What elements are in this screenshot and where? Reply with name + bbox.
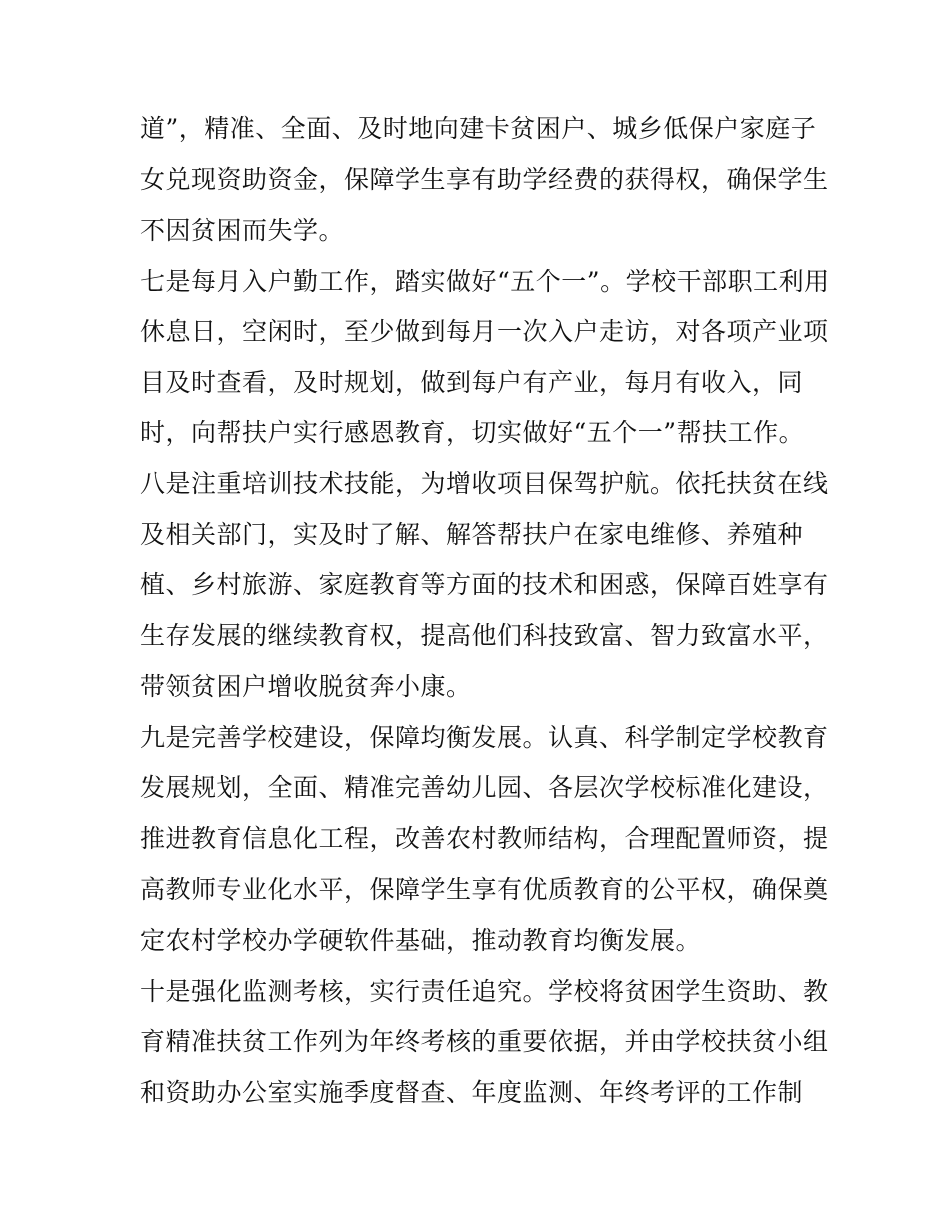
text-line: 定农村学校办学硬软件基础，推动教育均衡发展。 [140,926,702,955]
text-line: 植、乡村旅游、家庭教育等方面的技术和困惑，保障百姓享有 [140,570,829,599]
text-line: 推进教育信息化工程，改善农村教师结构，合理配置师资，提 [140,824,829,853]
text-line: 八是注重培训技术技能，为增收项目保驾护航。依托扶贫在线 [140,469,829,498]
text-line: 不因贫困而失学。 [140,216,345,245]
text-line: 育精准扶贫工作列为年终考核的重要依据，并由学校扶贫小组 [140,1027,829,1056]
text-line: 生存发展的继续教育权，提高他们科技致富、智力致富水平， [140,621,829,650]
text-line: 女兑现资助资金，保障学生享有助学经费的获得权，确保学生 [140,165,829,194]
text-line: 七是每月入户勤工作，踏实做好“五个一”。学校干部职工利用 [140,267,830,296]
text-line: 带领贫困户增收脱贫奔小康。 [140,672,472,701]
text-line: 和资助办公室实施季度督查、年度监测、年终考评的工作制 [140,1078,804,1107]
text-line: 休息日，空闲时，至少做到每月一次入户走访，对各项产业项 [140,317,829,346]
text-line: 及相关部门，实及时了解、解答帮扶户在家电维修、养殖种 [140,520,804,549]
text-line: 发展规划，全面、精准完善幼儿园、各层次学校标准化建设， [140,773,829,802]
text-line: 十是强化监测考核，实行责任追究。学校将贫困学生资助、教 [140,977,829,1006]
text-line: 时，向帮扶户实行感恩教育，切实做好“五个一”帮扶工作。 [140,418,805,447]
text-line: 高教师专业化水平，保障学生享有优质教育的公平权，确保奠 [140,875,829,904]
text-line: 道”，精准、全面、及时地向建卡贫困户、城乡低保户家庭子 [140,114,817,143]
text-line: 九是完善学校建设，保障均衡发展。认真、科学制定学校教育 [140,723,829,752]
text-line: 目及时查看，及时规划，做到每户有产业，每月有收入，同 [140,368,804,397]
